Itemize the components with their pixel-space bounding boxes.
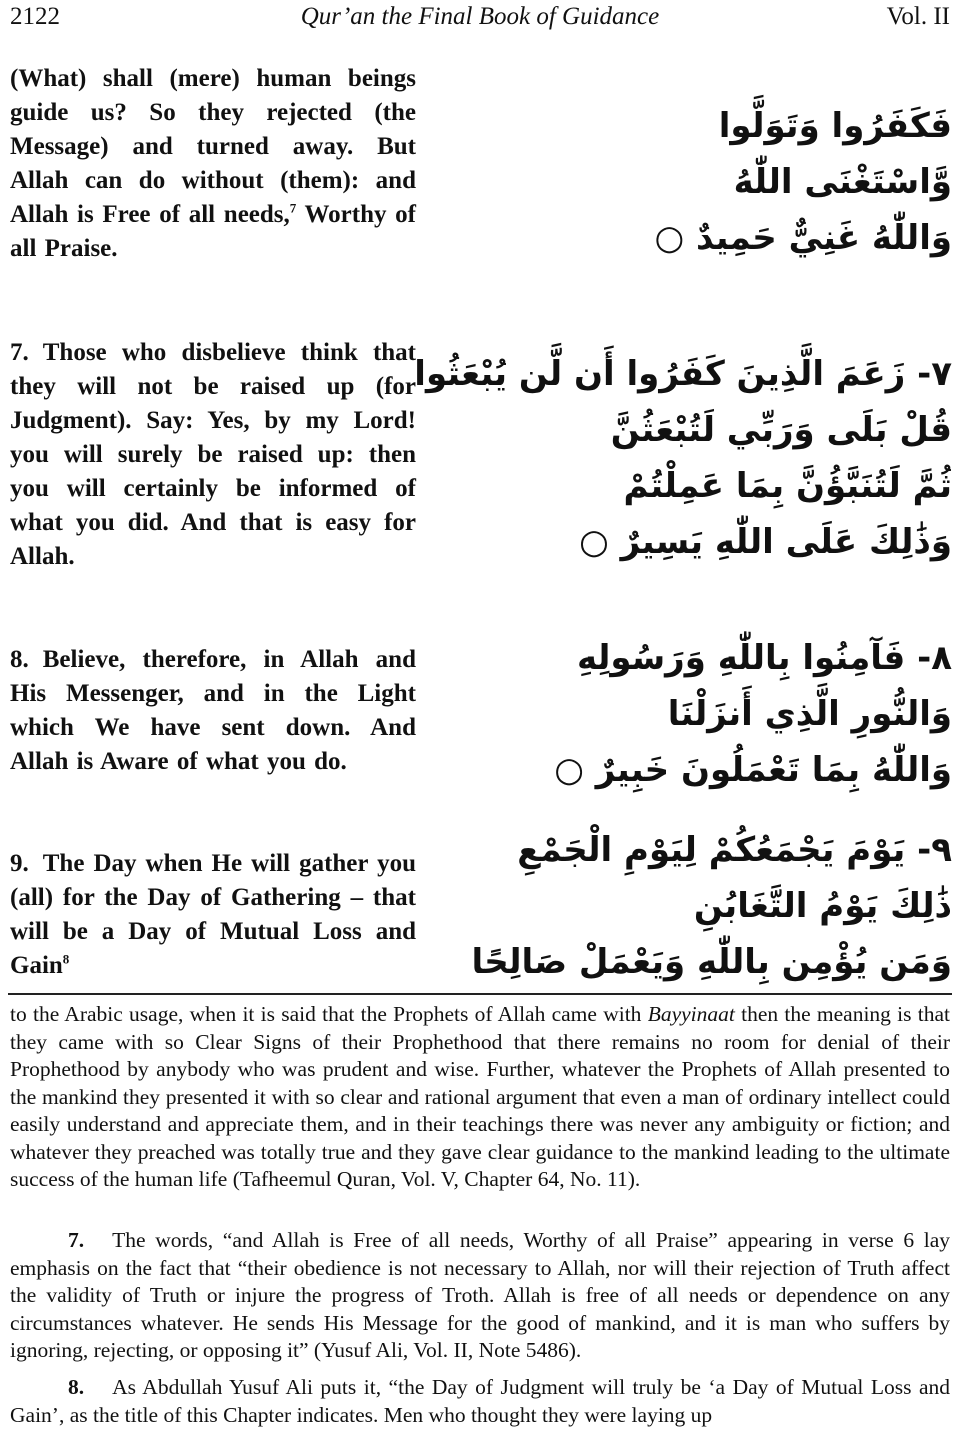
arabic-line: وَاللّٰهُ غَنِيٌّ حَمِيدٌ ○ <box>654 218 952 258</box>
verse-9-translation <box>10 847 416 983</box>
volume-label: Vol. II <box>886 3 950 30</box>
page-number: 2122 <box>10 3 60 30</box>
verse-text-after: Worthy of all Praise. <box>10 201 417 262</box>
arabic-line: وَالنُّورِ الَّذِي أَنزَلْنَا <box>667 694 952 734</box>
arabic-line: ٨- فَآمِنُوا بِاللّٰهِ وَرَسُولِهِ <box>577 638 952 678</box>
verse-7-translation <box>10 336 416 574</box>
footnote-ref: 7 <box>289 200 297 216</box>
verse-text: The Day when He will gather you (all) for the Day of Gathering – that will be a Day of Mutual Loss and Gain <box>10 850 416 979</box>
verse-text: (What) shall (mere) human beings guide us? So they rejected (the Message) and turned away. But Allah can do without (them): and Allah is Free of all needs, <box>10 65 416 228</box>
verse-text: Believe, therefore, in Allah and His Messenger, and in the Light which We have sent down. And Allah is Aware of what you do. <box>10 646 416 775</box>
arabic-line: ٩- يَوْمَ يَجْمَعُكُمْ لِيَوْمِ الْجَمْعِ <box>517 830 952 870</box>
arabic-line: وَمَن يُؤْمِن بِاللّٰهِ وَيَعْمَلْ صَالِحًا <box>471 942 952 982</box>
footnote-text: to the Arabic usage, when it is said that the Prophets of Allah came with <box>10 1002 648 1026</box>
footnote-text: then the meaning is that they came with so Clear Signs of their Prophethood that there remains no room for denial of their Prophethood by anybody who was prudent and wise. Further, whatever the Prophets of Allah presented to the mankind they presented it with so clear and rational argument that even a man of ordinary intellect could easily understand and appreciate them, and in their teachings there was never any ambiguity or fiction; and whatever they preached was totally true and they gave clear guidance to the mankind leading to the ultimate success of the human life (Tafheemul Quran, Vol. V, Chapter 64, No. 11). <box>10 1002 950 1191</box>
footnote-continued <box>10 1001 950 1194</box>
arabic-line: وَذَٰلِكَ عَلَى اللّٰهِ يَسِيرٌ ○ <box>579 522 952 562</box>
verse-7-arabic <box>414 346 952 570</box>
verse-9-arabic <box>471 822 952 990</box>
verse-8-translation <box>10 643 416 779</box>
arabic-line: فَكَفَرُوا وَتَوَلَّوا <box>718 106 952 146</box>
arabic-line: وَاللّٰهُ بِمَا تَعْمَلُونَ خَبِيرٌ ○ <box>554 750 952 790</box>
page-header <box>0 0 960 40</box>
verse-number: 7. <box>10 339 29 366</box>
footnote-7 <box>10 1227 950 1365</box>
footnote-number: 8. <box>68 1375 85 1399</box>
arabic-line: ثُمَّ لَتُنَبَّؤُنَّ بِمَا عَمِلْتُمْ <box>623 466 952 506</box>
footnote-italic-term: Bayyinaat <box>647 1002 735 1026</box>
arabic-line: ٧- زَعَمَ الَّذِينَ كَفَرُوا أَن لَّن يُبْعَثُوا <box>414 354 952 394</box>
verse-number: 9. <box>10 850 29 877</box>
verse-text: Those who disbelieve think that they will not be raised up (for Judgment). Say: Yes, by my Lord! you will surely be raised up: then you will certainly be informed of what you did. And that is easy for Allah. <box>10 339 416 570</box>
verse-number: 8. <box>10 646 29 673</box>
book-title: Qur’an the Final Book of Guidance <box>300 3 660 30</box>
arabic-line: قُلْ بَلَى وَرَبِّي لَتُبْعَثُنَّ <box>610 410 952 450</box>
verse-8-arabic <box>554 630 952 798</box>
verse-6-arabic <box>560 98 952 266</box>
arabic-line: وَّاسْتَغْنَى اللّٰهُ <box>733 162 952 202</box>
footnote-divider <box>8 993 952 995</box>
footnote-ref: 8 <box>62 951 70 967</box>
footnote-number: 7. <box>68 1228 85 1252</box>
footnote-text: As Abdullah Yusuf Ali puts it, “the Day of Judgment will truly be ‘a Day of Mutual Loss and Gain’, as the title of this Chapter indicates. Men who thought they were laying up <box>10 1375 950 1427</box>
footnote-8 <box>10 1374 950 1429</box>
verse-6-translation <box>10 62 416 266</box>
footnote-text: The words, “and Allah is Free of all needs, Worthy of all Praise” appearing in verse 6 lay emphasis on the fact that “their obedience is not necessary to Allah, nor will their rejection of Truth affect the validity of Truth or injure the progress of Troth. Allah is free of all needs or dependence on any circumstances whatever. He sends His Message for the good of mankind, and it is man who suffers by ignoring, rejecting, or opposing it” (Yusuf Ali, Vol. II, Note 5486). <box>10 1228 950 1362</box>
arabic-line: ذَٰلِكَ يَوْمُ التَّغَابُنِ <box>693 886 952 926</box>
